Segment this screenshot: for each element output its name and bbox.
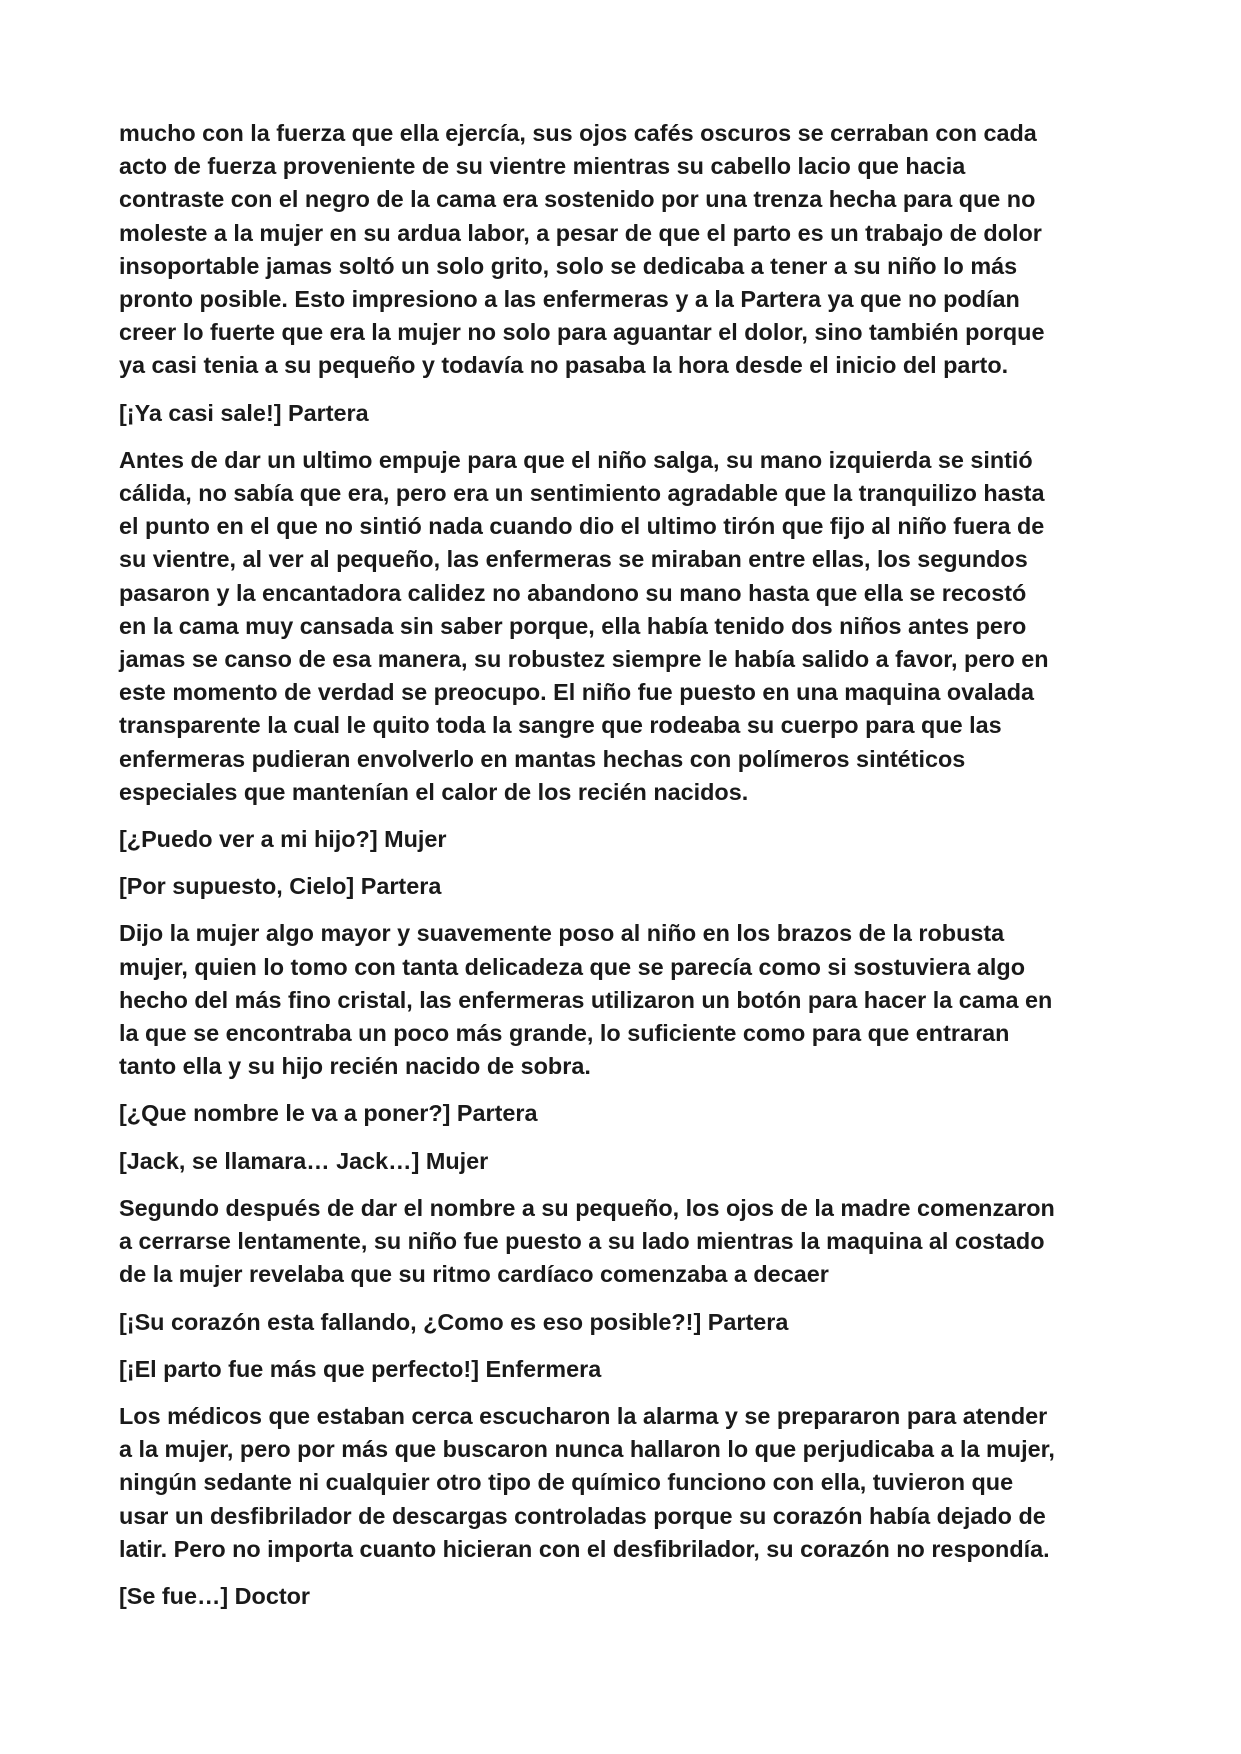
dialogue-line — [119, 1097, 1129, 1130]
text-line: [¿Que nombre le va a poner?] Partera — [119, 1100, 538, 1127]
text-line: pasaron y la encantadora calidez no abandono su mano hasta que ella se recostó — [119, 579, 1027, 606]
text-line: el punto en el que no sintió nada cuando dio el ultimo tirón que fijo al niño fuera de — [119, 513, 1045, 540]
text-line: creer lo fuerte que era la mujer no solo para aguantar el dolor, sino también porque — [119, 319, 1045, 346]
text-line: cálida, no sabía que era, pero era un sentimiento agradable que la tranquilizo hasta — [119, 480, 1045, 507]
narrative-paragraph — [119, 1192, 1129, 1292]
dialogue-line — [119, 823, 1129, 856]
text-line: Segundo después de dar el nombre a su pequeño, los ojos de la madre comenzaron — [119, 1194, 1055, 1221]
text-line: ya casi tenia a su pequeño y todavía no pasaba la hora desde el inicio del parto. — [119, 352, 1009, 379]
text-line: a cerrarse lentamente, su niño fue puesto a su lado mientras la maquina al costado — [119, 1228, 1045, 1255]
dialogue-line — [119, 870, 1129, 903]
text-line: a la mujer, pero por más que buscaron nunca hallaron lo que perjudicaba a la mujer, — [119, 1436, 1055, 1463]
dialogue-line — [119, 1353, 1129, 1386]
text-line: hecho del más fino cristal, las enfermeras utilizaron un botón para hacer la cama en — [119, 986, 1053, 1013]
narrative-paragraph — [119, 917, 1129, 1083]
text-line: acto de fuerza proveniente de su vientre mientras su cabello lacio que hacia — [119, 153, 966, 180]
text-line: de la mujer revelaba que su ritmo cardíaco comenzaba a decaer — [119, 1261, 829, 1288]
text-line: [¡El parto fue más que perfecto!] Enfermera — [119, 1355, 602, 1382]
dialogue-line — [119, 397, 1129, 430]
text-line: Antes de dar un ultimo empuje para que el niño salga, su mano izquierda se sintió — [119, 446, 1033, 473]
text-line: mucho con la fuerza que ella ejercía, sus ojos cafés oscuros se cerraban con cada — [119, 120, 1037, 146]
text-line: latir. Pero no importa cuanto hicieran con el desfibrilador, su corazón no respondía. — [119, 1535, 1050, 1562]
text-line: especiales que mantenían el calor de los recién nacidos. — [119, 778, 749, 805]
narrative-paragraph — [119, 444, 1129, 809]
text-line: jamas se canso de esa manera, su robustez siempre le había salido a favor, pero en — [119, 646, 1049, 673]
document-body — [119, 117, 1129, 1627]
text-line: usar un desfibrilador de descargas controladas porque su corazón había dejado de — [119, 1502, 1046, 1529]
text-line: [¡Su corazón esta fallando, ¿Como es eso posible?!] Partera — [119, 1308, 789, 1335]
text-line: Los médicos que estaban cerca escucharon la alarma y se prepararon para atender — [119, 1402, 1048, 1429]
text-line: ningún sedante ni cualquier otro tipo de químico funciono con ella, tuvieron que — [119, 1469, 1014, 1496]
text-line: [Jack, se llamara… Jack…] Mujer — [119, 1147, 489, 1174]
text-line: insoportable jamas soltó un solo grito, solo se dedicaba a tener a su niño lo más — [119, 252, 1018, 279]
text-line: su vientre, al ver al pequeño, las enfermeras se miraban entre ellas, los segundos — [119, 546, 1028, 573]
text-line: en la cama muy cansada sin saber porque, ella había tenido dos niños antes pero — [119, 612, 1027, 639]
text-line: [¿Puedo ver a mi hijo?] Mujer — [119, 826, 447, 853]
dialogue-line — [119, 1145, 1129, 1178]
text-line: mujer, quien lo tomo con tanta delicadeza que se parecía como si sostuviera algo — [119, 953, 1025, 980]
dialogue-line — [119, 1580, 1129, 1613]
text-line: este momento de verdad se preocupo. El niño fue puesto en una maquina ovalada — [119, 679, 1035, 706]
text-line: tanto ella y su hijo recién nacido de sobra. — [119, 1053, 591, 1080]
text-line: [¡Ya casi sale!] Partera — [119, 399, 369, 426]
narrative-paragraph — [119, 117, 1129, 383]
text-line: [Se fue…] Doctor — [119, 1582, 311, 1609]
narrative-paragraph — [119, 1400, 1129, 1566]
text-line: moleste a la mujer en su ardua labor, a pesar de que el parto es un trabajo de dolor — [119, 219, 1042, 246]
text-line: Dijo la mujer algo mayor y suavemente poso al niño en los brazos de la robusta — [119, 920, 1005, 947]
dialogue-line — [119, 1306, 1129, 1339]
text-line: contraste con el negro de la cama era sostenido por una trenza hecha para que no — [119, 186, 1036, 213]
text-line: transparente la cual le quito toda la sangre que rodeaba su cuerpo para que las — [119, 712, 1002, 739]
text-line: pronto posible. Esto impresiono a las enfermeras y a la Partera ya que no podían — [119, 286, 1020, 313]
text-line: la que se encontraba un poco más grande, lo suficiente como para que entraran — [119, 1020, 1010, 1047]
text-line: enfermeras pudieran envolverlo en mantas hechas con polímeros sintéticos — [119, 745, 966, 772]
text-line: [Por supuesto, Cielo] Partera — [119, 873, 442, 900]
